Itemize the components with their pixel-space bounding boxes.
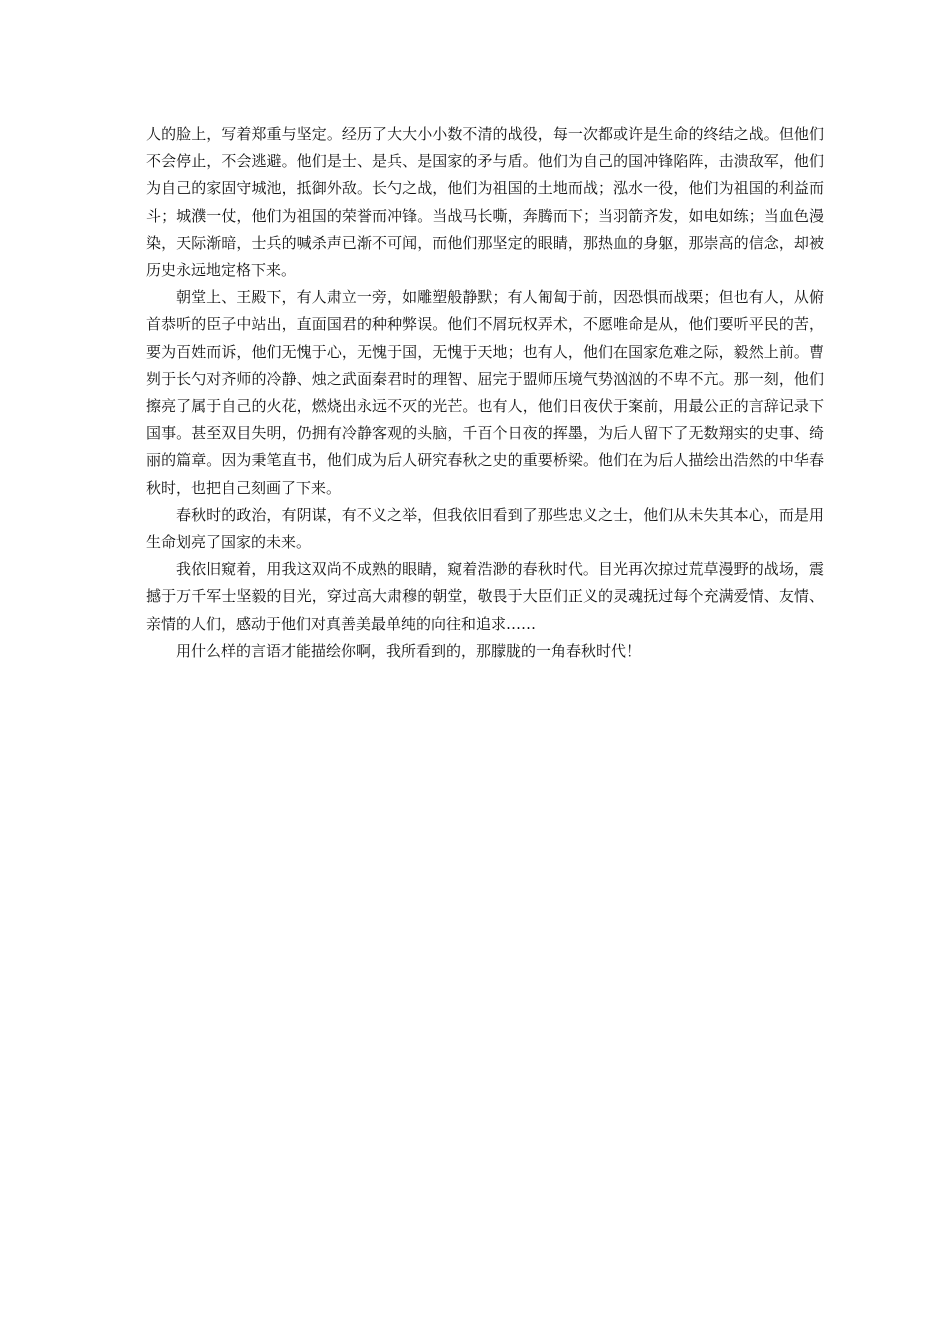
paragraph-closing: 用什么样的言语才能描绘你啊，我所看到的，那朦胧的一角春秋时代！ bbox=[176, 641, 642, 660]
essay-body bbox=[146, 121, 824, 665]
paragraph-court-officials: 朝堂上、王殿下，有人肃立一旁，如雕塑般静默；有人匍匐于前，因恐惧而战栗；但也有人，从俯首恭听的臣子中站出，直面国君的种种弊误。他们不屑玩权弄术，不愿唯命是从，他们要听平民的苦，要为百姓而诉，他们无愧于心，无愧于国，无愧于天地；也有人，他们在国家危难之际，毅然上前。曹刿于长勺对齐师的冷静、烛之武面秦君时的理智、屈完于盟师压境气势汹汹的不卑不亢。那一刻，他们擦亮了属于自己的火花，燃烧出永远不灭的光芒。也有人，他们日夜伏于案前，用最公正的言辞记录下国事。甚至双目失明，仍拥有冷静客观的头脑，千百个日夜的挥墨，为后人留下了无数翔实的史事、绮丽的篇章。因为秉笔直书，他们成为后人研究春秋之史的重要桥梁。他们在为后人描绘出浩然的中华春秋时，也把自己刻画了下来。 bbox=[146, 288, 824, 497]
paragraph-spring-autumn-politics: 春秋时的政治，有阴谋，有不义之举，但我依旧看到了那些忠义之士，他们从未失其本心，而是用生命划亮了国家的未来。 bbox=[146, 505, 824, 552]
paragraph-soldiers: 人的脸上，写着郑重与坚定。经历了大大小小数不清的战役，每一次都或许是生命的终结之战。但他们不会停止，不会逃避。他们是士、是兵、是国家的矛与盾。他们为自己的国冲锋陷阵，击溃敌军，他们为自己的家固守城池，抵御外敌。长勺之战，他们为祖国的土地而战；泓水一役，他们为祖国的利益而斗；城濮一仗，他们为祖国的荣誉而冲锋。当战马长嘶，奔腾而下；当羽箭齐发，如电如练；当血色漫染，天际渐暗，士兵的喊杀声已渐不可闻，而他们那坚定的眼睛，那热血的身躯，那崇高的信念，却被历史永远地定格下来。 bbox=[146, 125, 824, 280]
paragraph-gazing-at-era: 我依旧窥着，用我这双尚不成熟的眼睛，窥着浩渺的春秋时代。目光再次掠过荒草漫野的战场，震撼于万千军士坚毅的目光，穿过高大肃穆的朝堂，敬畏于大臣们正义的灵魂抚过每个充满爱情、友情、亲情的人们，感动于他们对真善美最单纯的向往和追求…… bbox=[146, 560, 824, 633]
